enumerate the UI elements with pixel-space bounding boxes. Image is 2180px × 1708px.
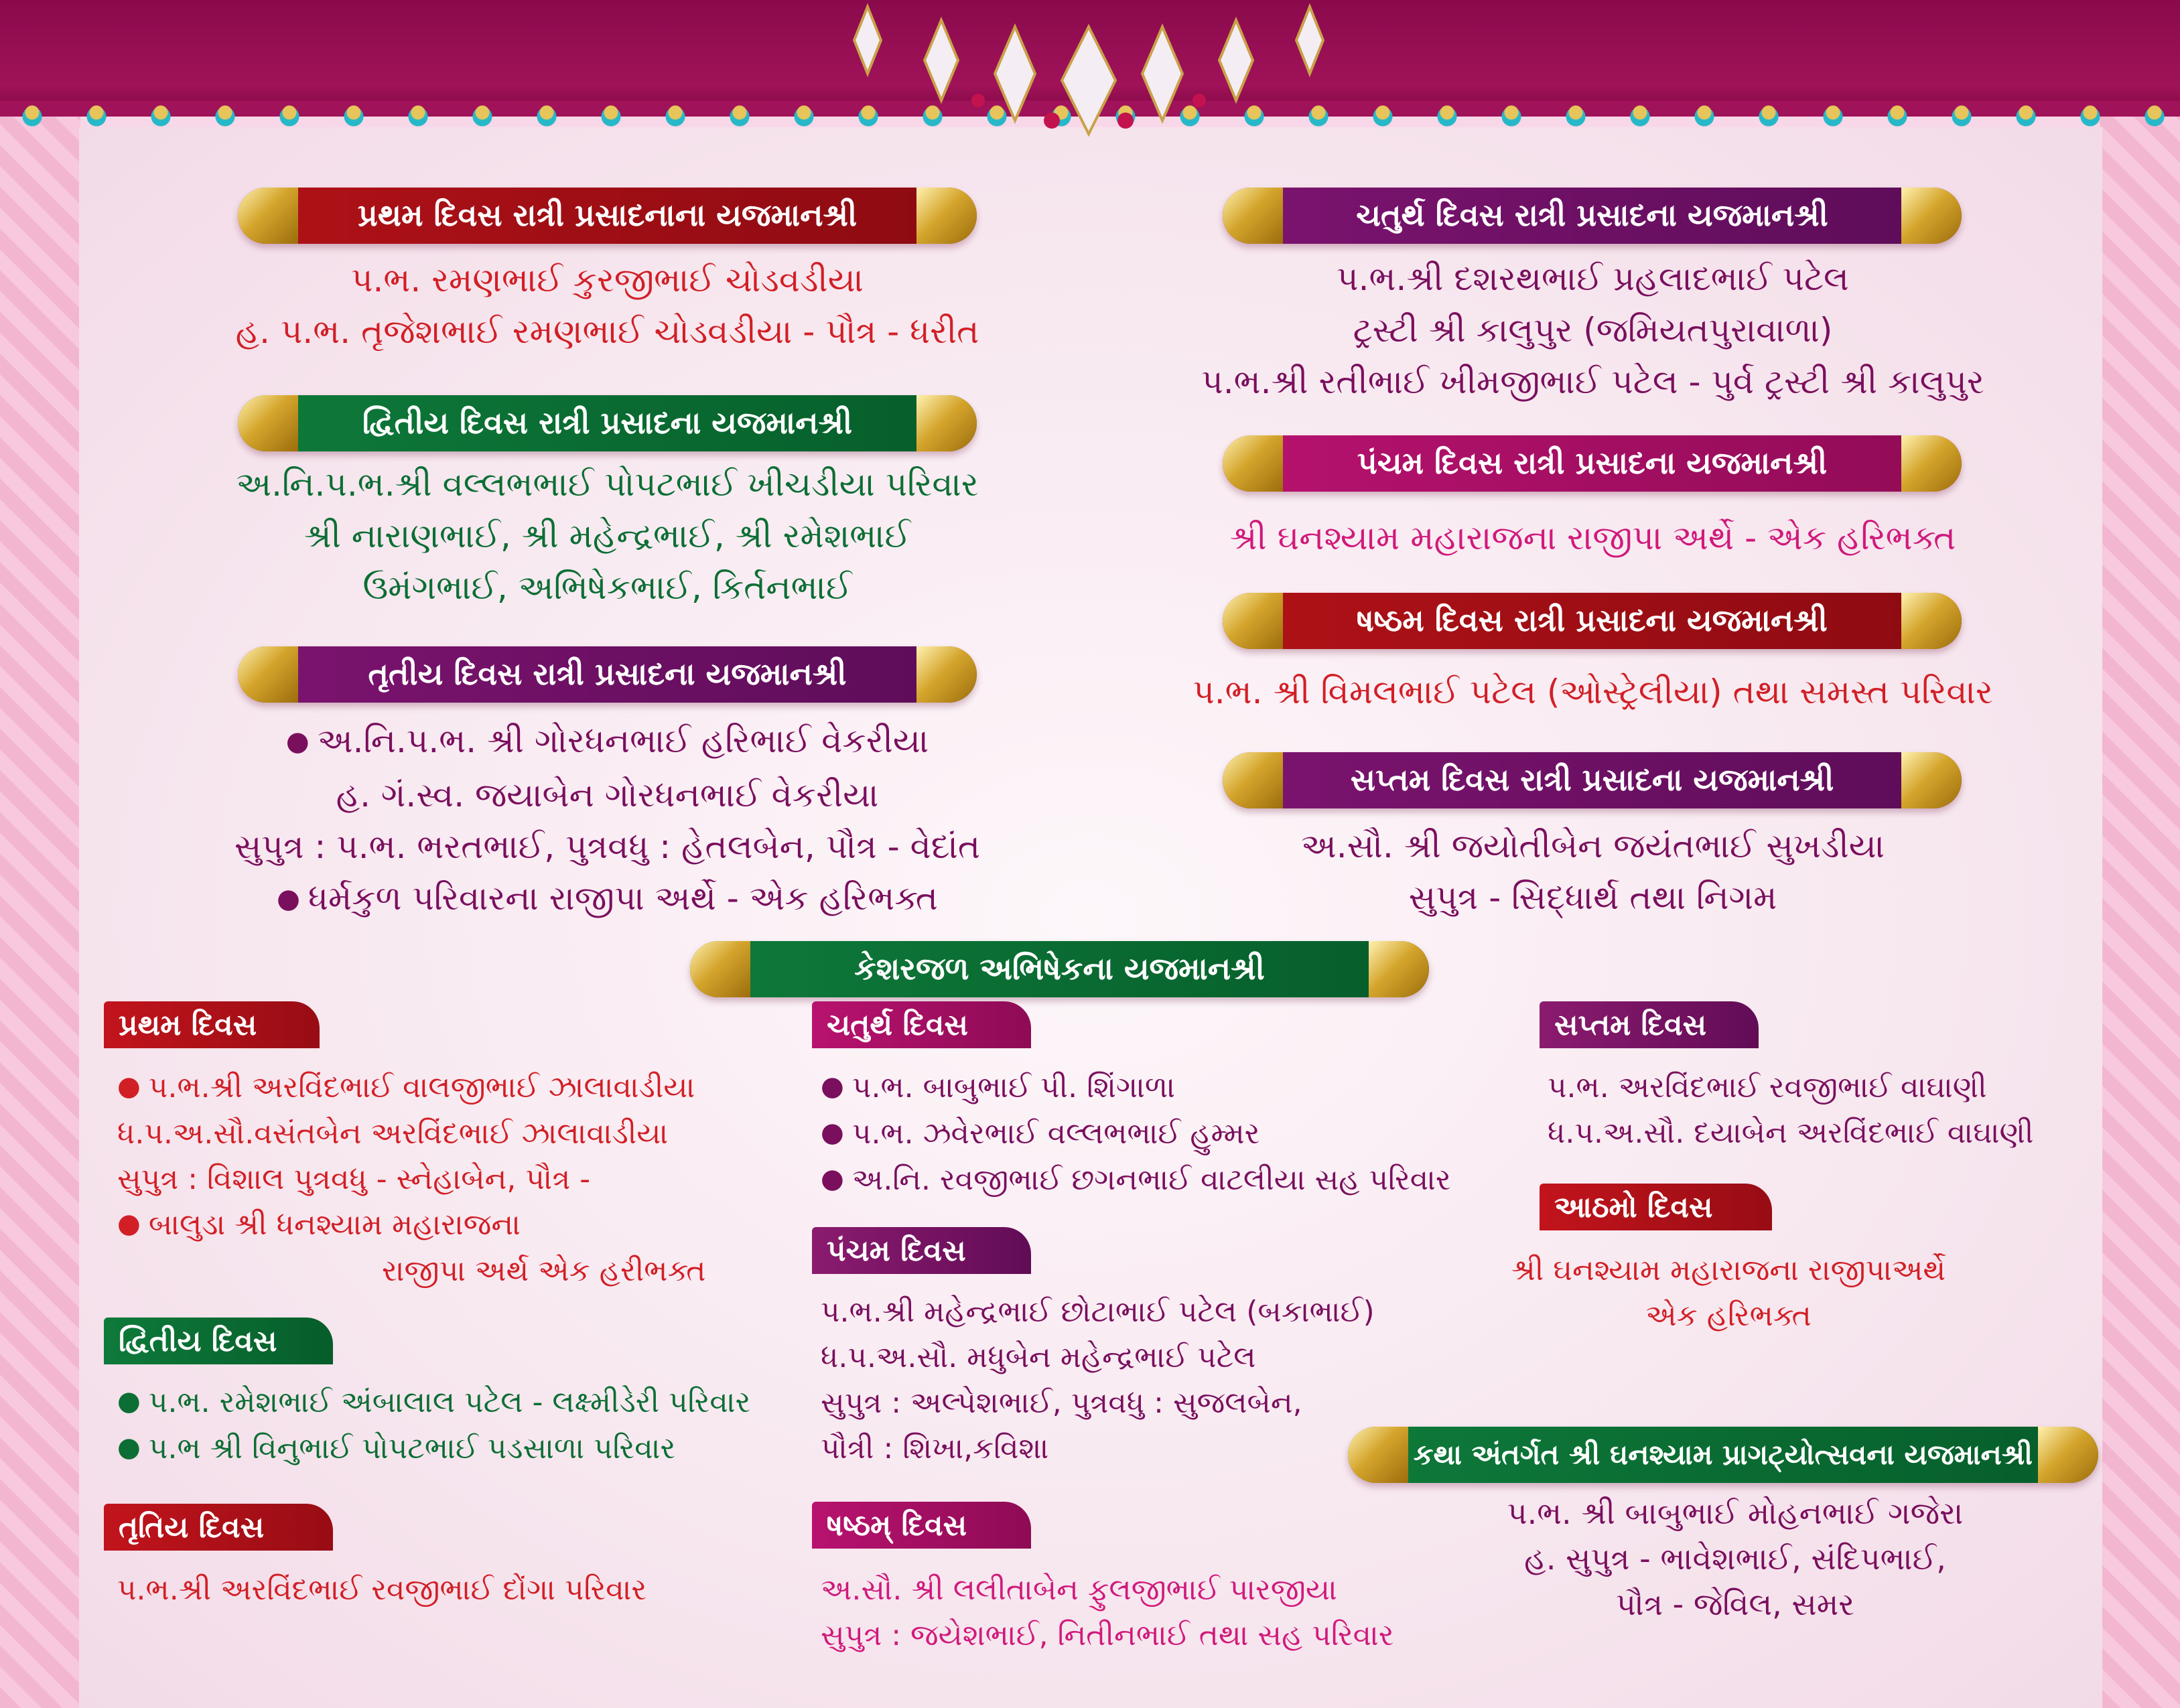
banner-title: પંચમ દિવસ રાત્રી પ્રસાદના યજમાનશ્રી (1357, 445, 1828, 481)
banner-night-day1 (238, 188, 977, 244)
sponsor-line: ● પ.ભ. રમેશભાઈ અંબાલાલ પટેલ - લક્ષ્મીડેરી પરિવાર (117, 1380, 774, 1426)
banner-night-day3 (238, 646, 977, 703)
sponsor-line: ધ.પ.અ.સૌ.વસંતબેન અરવિંદભાઈ ઝાલાવાડીયા (117, 1117, 669, 1151)
sponsor-line: હ. પ.ભ. તૃજેશભાઈ રમણભાઈ ચોડવડીયા - પૌત્ર - ધરીત (235, 312, 979, 351)
sponsor-line: ● પ.ભ. બાબુભાઈ પી. શિંગાળા (821, 1065, 1491, 1111)
sponsor-line: ઉમંગભાઈ, અભિષેકભાઈ, કિર્તનભાઈ (362, 568, 852, 607)
sponsor-line: પ.ભ.શ્રી મહેન્દ્રભાઈ છોટાભાઈ પટેલ (બકાભાઈ) (821, 1295, 1375, 1329)
banner-night-day4 (1223, 188, 1962, 244)
sponsors-night-day2 (201, 459, 1014, 614)
banner-title: ષષ્ઠમ દિવસ રાત્રી પ્રસાદના યજમાનશ્રી (1357, 602, 1828, 638)
banner-title: તૃતીય દિવસ રાત્રી પ્રસાદના યજમાનશ્રી (368, 656, 847, 692)
sponsors-abhishek-day3 (117, 1567, 774, 1613)
sponsor-line: રાજીપા અર્થ એક હરીભક્ત (382, 1254, 706, 1288)
banner-title: કેશરજળ અભિષેકના યજમાનશ્રી (854, 950, 1265, 987)
sponsor-line: અ.સૌ. શ્રી લલીતાબેન ફુલજીભાઈ પારજીયા (821, 1573, 1337, 1607)
sponsors-abhishek-day7 (1548, 1065, 2124, 1156)
tag-label: દ્વિતીય દિવસ (119, 1324, 277, 1358)
sponsors-abhishek-day8 (1467, 1248, 1990, 1339)
tag-abhishek-day8 (1540, 1184, 1772, 1230)
banner-title: પ્રથમ દિવસ રાત્રી પ્રસાદનાના યજમાનશ્રી (357, 197, 858, 233)
banner-night-day2 (238, 395, 977, 451)
banner-title: સપ્તમ દિવસ રાત્રી પ્રસાદના યજમાનશ્રી (1350, 762, 1834, 798)
tag-abhishek-day3 (104, 1504, 333, 1551)
tag-abhishek-day7 (1540, 1001, 1759, 1048)
sponsor-line: એક હરિભક્ત (1645, 1299, 1812, 1333)
banner-abhishek (690, 941, 1429, 997)
tag-abhishek-day2 (104, 1318, 333, 1364)
sponsors-abhishek-day6 (821, 1567, 1491, 1658)
sponsors-abhishek-day1 (117, 1065, 774, 1294)
sponsor-line: શ્રી ઘનશ્યામ મહારાજના રાજીપા અર્થે - એક હરિભક્ત (1229, 518, 1956, 557)
tag-label: સપ્તમ દિવસ (1554, 1007, 1707, 1042)
banner-katha (1348, 1427, 2098, 1483)
tag-label: આઠમો દિવસ (1554, 1190, 1713, 1224)
jewel-ornament-icon (794, 0, 1383, 154)
tag-abhishek-day6 (812, 1502, 1031, 1549)
tag-label: ચતુર્થ દિવસ (827, 1007, 969, 1042)
tag-label: પ્રથમ દિવસ (119, 1007, 257, 1042)
sponsor-line: અ.સૌ. શ્રી જયોતીબેન જયંતભાઈ સુખડીયા (1301, 827, 1885, 865)
sponsors-night-day1 (201, 255, 1014, 358)
banner-title: કથા અંતર્ગત શ્રી ઘનશ્યામ પ્રાગટ્યોત્સવના યજમાનશ્રી (1413, 1438, 2033, 1471)
sponsor-line: શ્રી નારાણભાઈ, શ્રી મહેન્દ્રભાઈ, શ્રી રમેશભાઈ (303, 516, 911, 555)
sponsors-night-day6 (1166, 666, 2020, 718)
sponsor-line: હ. ગં.સ્વ. જયાબેન ગોરધનભાઈ વેકરીયા (336, 776, 879, 814)
sponsors-night-day4 (1166, 253, 2020, 408)
sponsor-line: ● અ.નિ.પ.ભ. શ્રી ગોરધનભાઈ હરિભાઈ વેકરીયા (201, 715, 1014, 770)
tag-abhishek-day4 (812, 1001, 1031, 1048)
sponsor-line: હ. સુપુત્ર - ભાવેશભાઈ, સંદિપભાઈ, (1524, 1541, 1946, 1577)
sponsor-line: ● અ.નિ. રવજીભાઈ છગનભાઈ વાટલીયા સહ પરિવાર (821, 1157, 1491, 1204)
sponsor-line: પ.ભ. શ્રી વિમલભાઈ પટેલ (ઓસ્ટ્રેલીયા) તથા સમસ્ત પરિવાર (1193, 672, 1993, 711)
sponsor-line: પૌત્રી : શિખા,કવિશા (821, 1431, 1049, 1466)
sponsor-line: ● પ.ભ શ્રી વિનુભાઈ પોપટભાઈ પડસાળા પરિવાર (117, 1426, 774, 1472)
sponsor-line: ધ.પ.અ.સૌ. મધુબેન મહેન્દ્રભાઈ પટેલ (821, 1340, 1256, 1374)
sponsors-night-day5 (1166, 512, 2020, 564)
sponsor-line: સુપુત્ર - સિદ્ધાર્થ તથા નિગમ (1408, 878, 1777, 917)
sponsor-line: અ.નિ.પ.ભ.શ્રી વલ્લભભાઈ પોપટભાઈ ખીચડીયા પરિવાર (236, 465, 979, 504)
sponsor-line: ● બાલુડા શ્રી ધનશ્યામ મહારાજના (117, 1202, 774, 1249)
sponsors-katha (1400, 1490, 2070, 1627)
tag-label: તૃતિય દિવસ (119, 1510, 265, 1545)
banner-title: ચતુર્થ દિવસ રાત્રી પ્રસાદના યજમાનશ્રી (1356, 197, 1828, 233)
tag-abhishek-day5 (812, 1227, 1031, 1274)
banner-night-day7 (1223, 752, 1962, 808)
sponsor-line: શ્રી ઘનશ્યામ મહારાજના રાજીપાઅર્થે (1511, 1253, 1946, 1287)
sponsor-line: પૌત્ર - જેવિલ, સમર (1616, 1586, 1854, 1622)
banner-title: દ્વિતીય દિવસ રાત્રી પ્રસાદના યજમાનશ્રી (362, 405, 853, 441)
sponsors-night-day3 (201, 715, 1014, 927)
sponsor-line: પ.ભ.શ્રી અરવિંદભાઈ રવજીભાઈ દોંગા પરિવાર (117, 1573, 647, 1607)
left-border-pattern (0, 0, 80, 1708)
sponsor-line: પ.ભ.શ્રી રતીભાઈ ખીમજીભાઈ પટેલ - પુર્વ ટ્રસ્ટી શ્રી કાલુપુર (1201, 362, 1984, 401)
sponsors-abhishek-day4 (821, 1065, 1491, 1204)
tag-label: પંચમ દિવસ (827, 1233, 966, 1268)
sponsor-line: ● પ.ભ. ઝવેરભાઈ વલ્લભભાઈ હુમ્મર (821, 1111, 1491, 1157)
sponsor-line: ● પ.ભ.શ્રી અરવિંદભાઈ વાલજીભાઈ ઝાલાવાડીયા (117, 1065, 774, 1111)
banner-night-day5 (1223, 435, 1962, 492)
sponsor-line: સુપુત્ર : વિશાલ પુત્રવધુ - સ્નેહાબેન, પૌત્ર - (117, 1162, 591, 1196)
right-border-pattern (2100, 0, 2180, 1708)
sponsors-night-day7 (1166, 821, 2020, 924)
sponsor-line: ધ.પ.અ.સૌ. દયાબેન અરવિંદભાઈ વાઘાણી (1548, 1116, 2034, 1150)
sponsor-line: ● ધર્મકુળ પરિવારના રાજીપા અર્થે - એક હરિભક્ત (201, 873, 1014, 927)
sponsor-line: પ.ભ. અરવિંદભાઈ રવજીભાઈ વાઘાણી (1548, 1070, 1987, 1105)
tag-label: ષષ્ઠમ્ દિવસ (827, 1508, 967, 1543)
sponsors-abhishek-day2 (117, 1380, 774, 1472)
sponsor-line: સુપુત્ર : જયેશભાઈ, નિતીનભાઈ તથા સહ પરિવાર (821, 1618, 1394, 1652)
sponsor-line: સુપુત્ર : પ.ભ. ભરતભાઈ, પુત્રવધુ : હેતલબેન, પૌત્ર - વેદાંત (234, 827, 981, 866)
sponsor-line: પ.ભ. રમણભાઈ કુરજીભાઈ ચોડવડીયા (351, 261, 864, 299)
sponsor-line: સુપુત્ર : અલ્પેશભાઈ, પુત્રવધુ : સુજલબેન, (821, 1386, 1302, 1420)
tag-abhishek-day1 (104, 1001, 320, 1048)
sponsor-line: ટ્રસ્ટી શ્રી કાલુપુર (જમિયતપુરાવાળા) (1353, 311, 1833, 350)
banner-night-day6 (1223, 593, 1962, 649)
sponsor-line: પ.ભ. શ્રી બાબુભાઈ મોહનભાઈ ગજેરા (1507, 1495, 1964, 1531)
sponsor-line: પ.ભ.શ્રી દશરથભાઈ પ્રહલાદભાઈ પટેલ (1337, 259, 1849, 298)
